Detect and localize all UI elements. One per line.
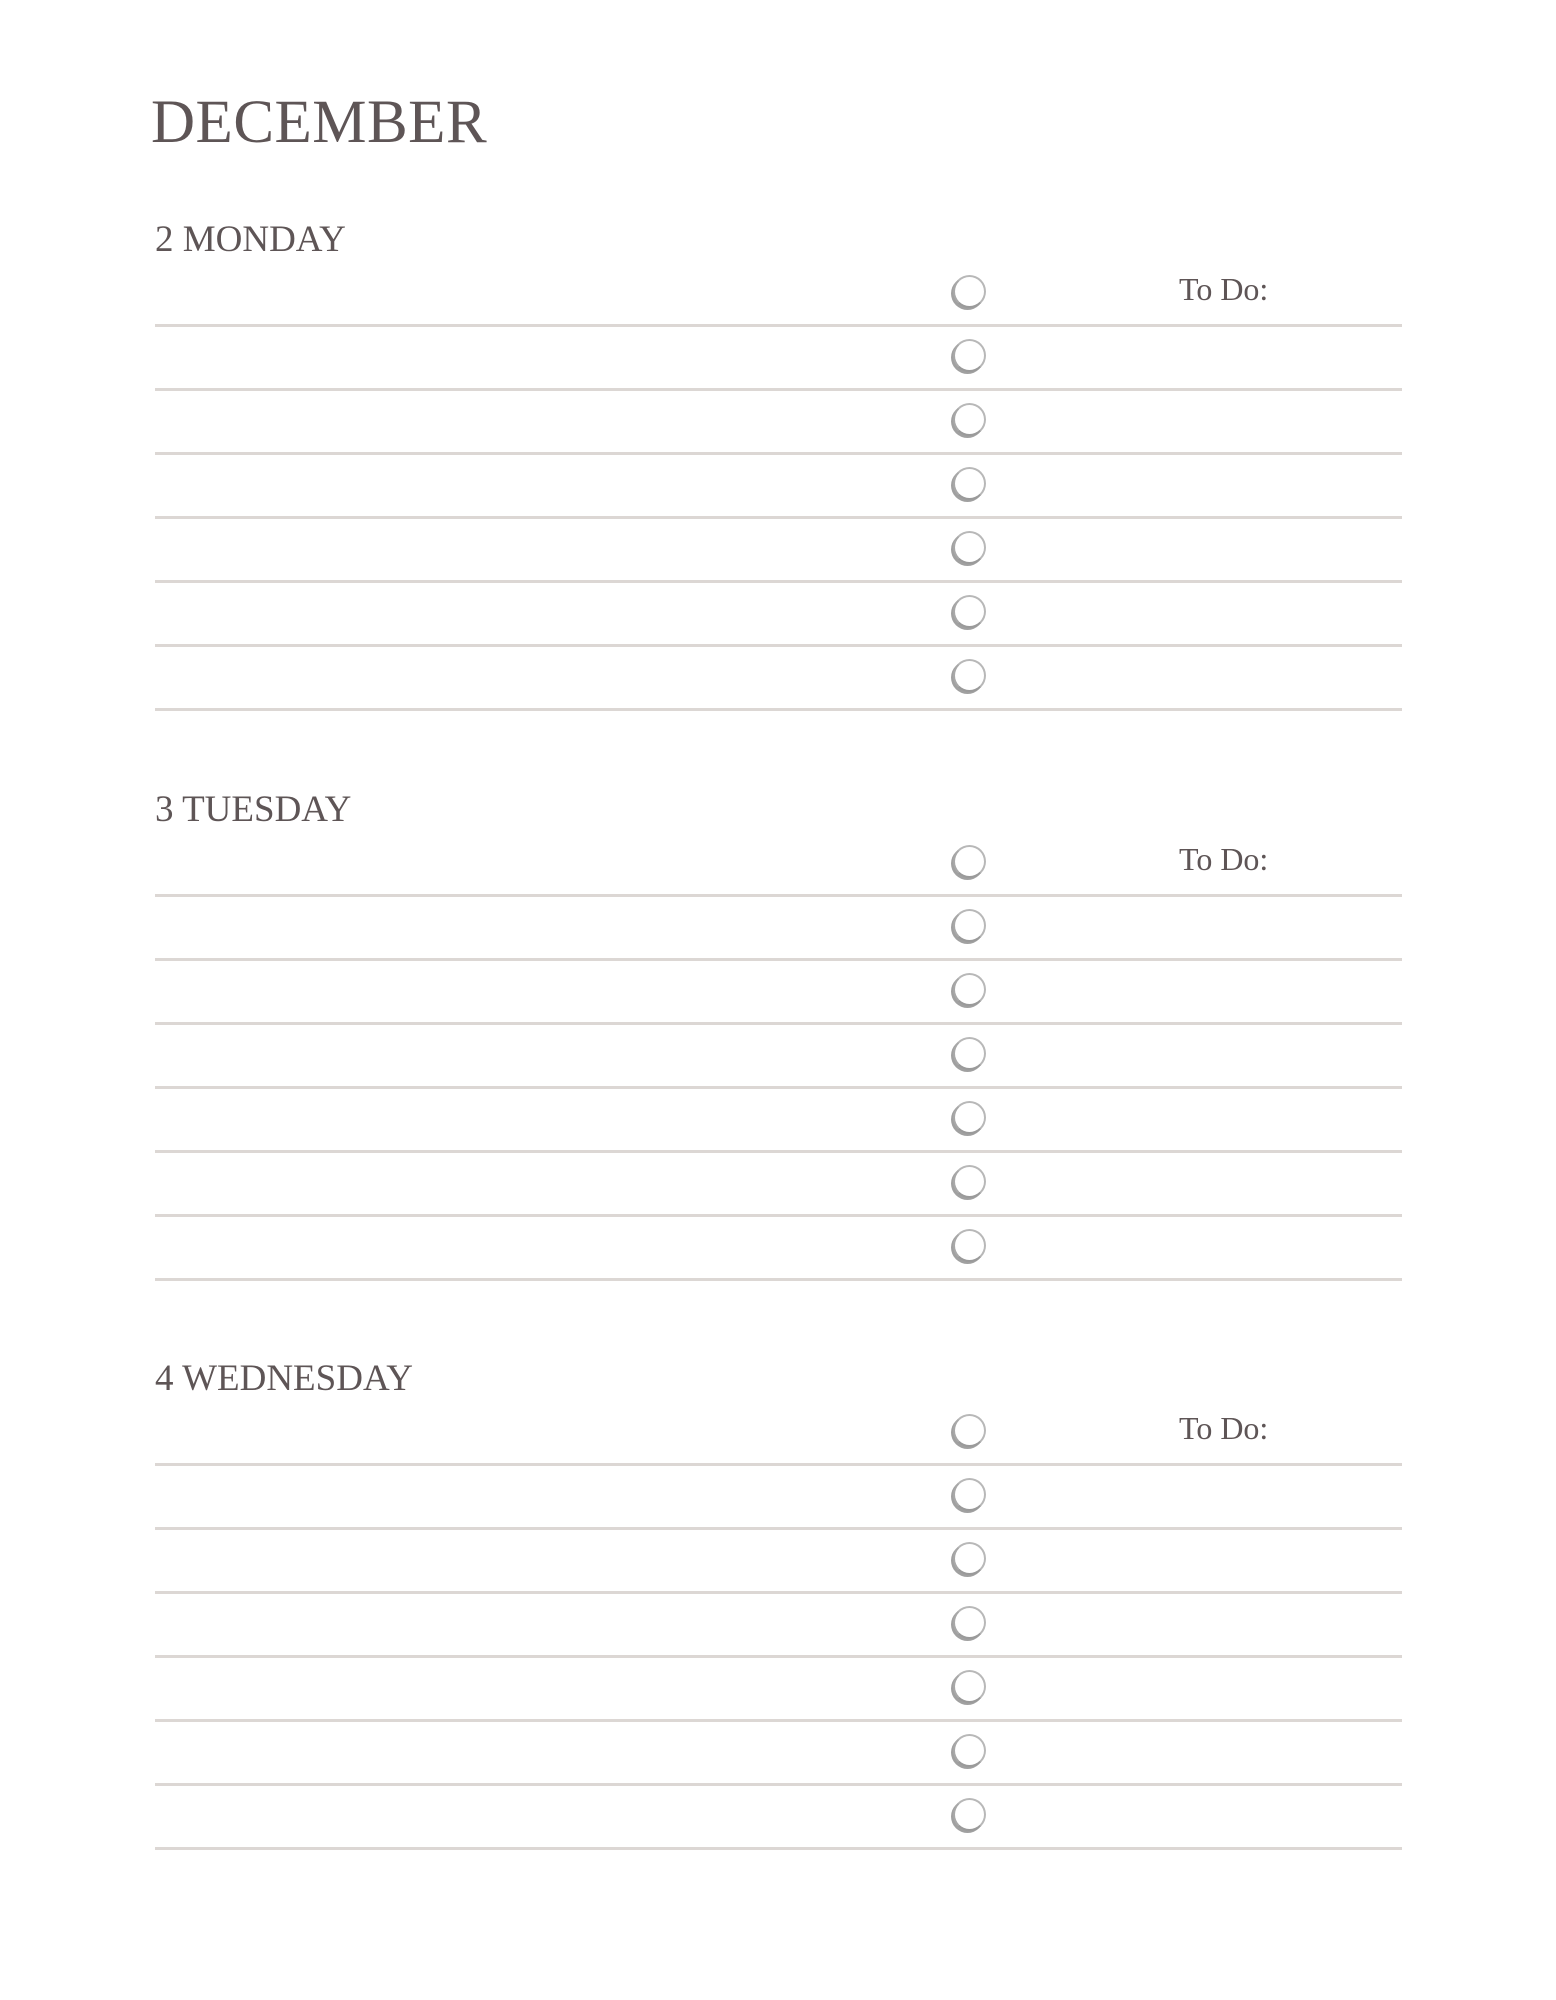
page-title: DECEMBER	[151, 89, 488, 156]
planner-row[interactable]	[155, 1402, 1402, 1466]
todo-label: To Do:	[1179, 841, 1269, 877]
planner-row[interactable]	[155, 1217, 1402, 1281]
planner-row[interactable]	[155, 1658, 1402, 1722]
checkbox-circle-icon[interactable]	[953, 531, 986, 564]
checkbox-circle-icon[interactable]	[953, 403, 986, 436]
checkbox-circle-icon[interactable]	[953, 1606, 986, 1639]
checkbox-circle-icon[interactable]	[953, 1165, 986, 1198]
checkbox-circle-icon[interactable]	[953, 1414, 986, 1447]
planner-row[interactable]	[155, 1466, 1402, 1530]
row-divider	[155, 1847, 1402, 1850]
checkbox-circle-icon[interactable]	[953, 1798, 986, 1831]
planner-row[interactable]	[155, 1153, 1402, 1217]
day-section	[0, 788, 1556, 1308]
day-section	[0, 1357, 1556, 1877]
planner-row[interactable]	[155, 897, 1402, 961]
day-heading: 4 WEDNESDAY	[155, 1358, 413, 1399]
planner-row[interactable]	[155, 455, 1402, 519]
todo-label: To Do:	[1179, 1410, 1269, 1446]
planner-row[interactable]	[155, 1025, 1402, 1089]
day-heading: 2 MONDAY	[155, 219, 346, 260]
planner-row[interactable]	[155, 263, 1402, 327]
row-divider	[155, 1278, 1402, 1281]
planner-row[interactable]	[155, 961, 1402, 1025]
checkbox-circle-icon[interactable]	[953, 1670, 986, 1703]
planner-row[interactable]	[155, 327, 1402, 391]
row-divider	[155, 708, 1402, 711]
checkbox-circle-icon[interactable]	[953, 467, 986, 500]
day-heading: 3 TUESDAY	[155, 789, 352, 830]
planner-row[interactable]	[155, 1786, 1402, 1850]
checkbox-circle-icon[interactable]	[953, 595, 986, 628]
checkbox-circle-icon[interactable]	[953, 1037, 986, 1070]
planner-row[interactable]	[155, 647, 1402, 711]
checkbox-circle-icon[interactable]	[953, 1101, 986, 1134]
planner-row[interactable]	[155, 519, 1402, 583]
checkbox-circle-icon[interactable]	[953, 845, 986, 878]
planner-row[interactable]	[155, 1594, 1402, 1658]
checkbox-circle-icon[interactable]	[953, 909, 986, 942]
planner-row[interactable]	[155, 391, 1402, 455]
planner-row[interactable]	[155, 833, 1402, 897]
checkbox-circle-icon[interactable]	[953, 339, 986, 372]
planner-row[interactable]	[155, 583, 1402, 647]
checkbox-circle-icon[interactable]	[953, 973, 986, 1006]
planner-row[interactable]	[155, 1089, 1402, 1153]
todo-label: To Do:	[1179, 271, 1269, 307]
checkbox-circle-icon[interactable]	[953, 1734, 986, 1767]
checkbox-circle-icon[interactable]	[953, 659, 986, 692]
checkbox-circle-icon[interactable]	[953, 1478, 986, 1511]
checkbox-circle-icon[interactable]	[953, 1542, 986, 1575]
checkbox-circle-icon[interactable]	[953, 275, 986, 308]
planner-row[interactable]	[155, 1722, 1402, 1786]
checkbox-circle-icon[interactable]	[953, 1229, 986, 1262]
planner-row[interactable]	[155, 1530, 1402, 1594]
day-section	[0, 218, 1556, 738]
